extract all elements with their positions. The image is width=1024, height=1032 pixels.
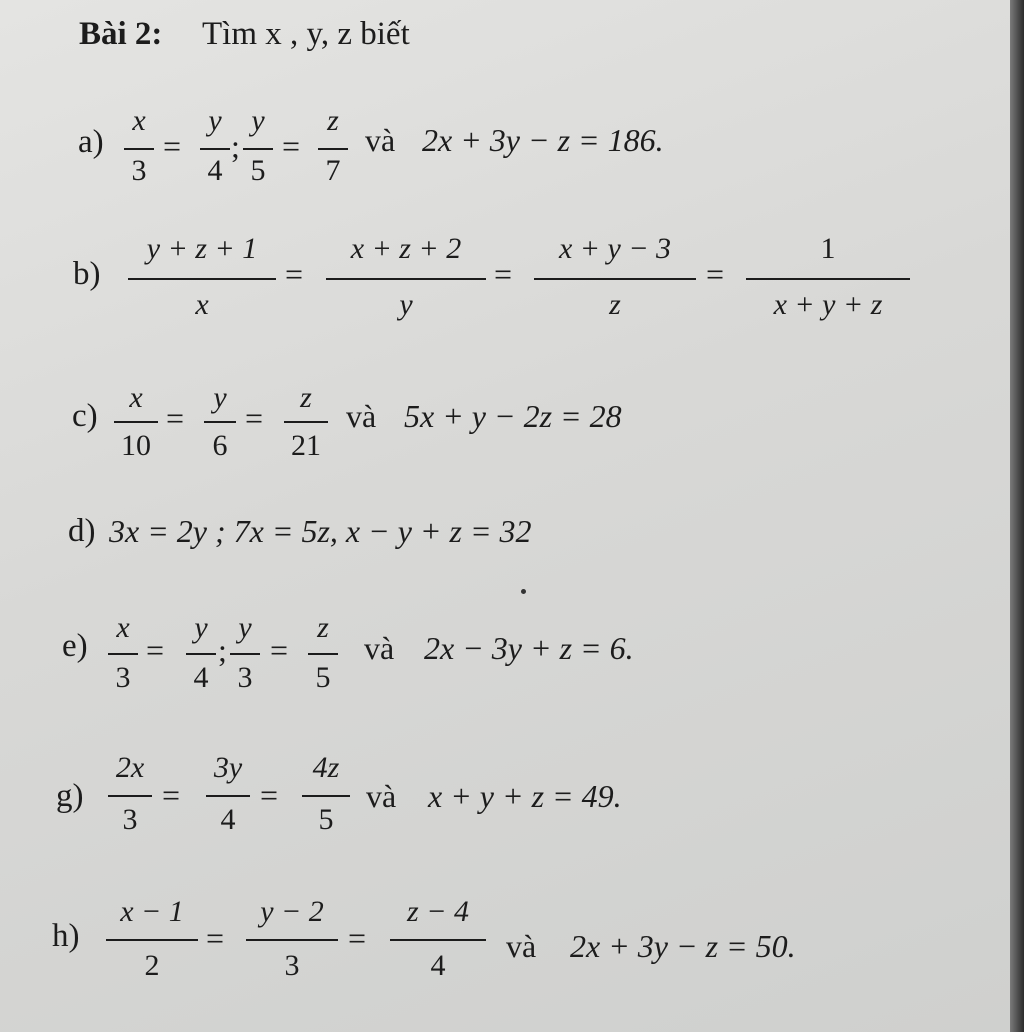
numerator: y − 2 bbox=[260, 895, 324, 928]
fraction bbox=[390, 897, 486, 989]
denominator: y bbox=[399, 288, 413, 321]
denominator: 5 bbox=[318, 803, 334, 836]
numerator: x + y − 3 bbox=[558, 232, 672, 265]
denominator: 4 bbox=[207, 154, 223, 187]
problem-d-label: d) bbox=[68, 513, 96, 549]
semicolon: ; bbox=[218, 632, 227, 668]
denominator: 3 bbox=[284, 949, 300, 982]
connector-text: và bbox=[506, 928, 537, 964]
fraction bbox=[204, 383, 236, 465]
fraction-bar bbox=[284, 421, 328, 423]
problem-e-label: e) bbox=[62, 628, 88, 664]
denominator: 4 bbox=[193, 661, 209, 694]
semicolon: ; bbox=[231, 128, 240, 164]
fraction bbox=[206, 753, 250, 843]
denominator: 3 bbox=[237, 661, 253, 694]
fraction-bar bbox=[108, 795, 152, 797]
equals-sign: = bbox=[162, 777, 181, 813]
equals-sign: = bbox=[163, 128, 182, 164]
numerator: y bbox=[194, 611, 208, 644]
fraction-bar bbox=[200, 148, 230, 150]
fraction-bar bbox=[326, 278, 486, 280]
ink-dot bbox=[521, 589, 526, 594]
denominator: 21 bbox=[291, 429, 321, 462]
numerator: x bbox=[116, 611, 130, 644]
condition-equation: 5x + y − 2z = 28 bbox=[404, 398, 622, 434]
fraction bbox=[746, 234, 910, 326]
condition-equation: 2x + 3y − z = 50. bbox=[570, 928, 796, 964]
problem-g-label: g) bbox=[56, 778, 84, 814]
numerator: 4z bbox=[312, 751, 340, 784]
fraction-bar bbox=[106, 939, 198, 941]
denominator: 10 bbox=[121, 429, 151, 462]
fraction-bar bbox=[206, 795, 250, 797]
denominator: 7 bbox=[325, 154, 341, 187]
equals-sign: = bbox=[245, 400, 264, 436]
connector-text: và bbox=[365, 122, 396, 158]
fraction-bar bbox=[243, 148, 273, 150]
numerator: y bbox=[238, 611, 252, 644]
equals-sign: = bbox=[348, 920, 367, 956]
fraction-bar bbox=[186, 653, 216, 655]
numerator: y bbox=[213, 381, 227, 414]
numerator: z − 4 bbox=[407, 895, 469, 928]
fraction-bar bbox=[124, 148, 154, 150]
fraction bbox=[124, 106, 154, 188]
numerator: x + z + 2 bbox=[350, 232, 462, 265]
fraction bbox=[318, 106, 348, 188]
equals-sign: = bbox=[166, 400, 185, 436]
equals-sign: = bbox=[270, 632, 289, 668]
fraction-bar bbox=[534, 278, 696, 280]
fraction-bar bbox=[302, 795, 350, 797]
fraction bbox=[246, 897, 338, 989]
fraction bbox=[230, 613, 260, 695]
equals-sign: = bbox=[706, 256, 725, 292]
condition-equation: 2x − 3y + z = 6. bbox=[424, 630, 634, 666]
numerator: z bbox=[327, 104, 339, 137]
denominator: x + y + z bbox=[773, 288, 883, 321]
fraction-bar bbox=[318, 148, 348, 150]
denominator: 2 bbox=[144, 949, 160, 982]
fraction bbox=[534, 234, 696, 326]
fraction-bar bbox=[114, 421, 158, 423]
fraction-bar bbox=[230, 653, 260, 655]
fraction bbox=[243, 106, 273, 188]
denominator: 3 bbox=[131, 154, 147, 187]
denominator: 3 bbox=[115, 661, 131, 694]
paper-shadow-edge bbox=[1010, 0, 1024, 1032]
problem-b-label: b) bbox=[73, 256, 101, 292]
denominator: z bbox=[609, 288, 621, 321]
equals-sign: = bbox=[206, 920, 225, 956]
problem-h-label: h) bbox=[52, 918, 80, 954]
fraction-bar bbox=[246, 939, 338, 941]
numerator: x bbox=[129, 381, 143, 414]
condition-equation: x + y + z = 49. bbox=[428, 778, 622, 814]
numerator: 1 bbox=[820, 232, 836, 265]
connector-text: và bbox=[366, 778, 397, 814]
numerator: 3y bbox=[213, 751, 243, 784]
fraction bbox=[108, 753, 152, 843]
fraction bbox=[200, 106, 230, 188]
fraction-bar bbox=[204, 421, 236, 423]
fraction bbox=[284, 383, 328, 465]
numerator: y + z + 1 bbox=[146, 232, 258, 265]
denominator: x bbox=[195, 288, 209, 321]
denominator: 5 bbox=[315, 661, 331, 694]
fraction bbox=[326, 234, 486, 326]
fraction bbox=[302, 753, 350, 843]
numerator: z bbox=[300, 381, 312, 414]
denominator: 3 bbox=[122, 803, 138, 836]
exercise-instruction: Tìm x , y, z biết bbox=[202, 16, 410, 52]
fraction-bar bbox=[390, 939, 486, 941]
problem-a-label: a) bbox=[78, 124, 104, 160]
fraction bbox=[308, 613, 338, 695]
fraction bbox=[108, 613, 138, 695]
equals-sign: = bbox=[260, 777, 279, 813]
fraction bbox=[128, 234, 276, 326]
fraction bbox=[106, 897, 198, 989]
equals-sign: = bbox=[285, 256, 304, 292]
fraction-bar bbox=[746, 278, 910, 280]
numerator: z bbox=[317, 611, 329, 644]
numerator: y bbox=[251, 104, 265, 137]
fraction-bar bbox=[308, 653, 338, 655]
numerator: x bbox=[132, 104, 146, 137]
fraction bbox=[114, 383, 158, 465]
fraction bbox=[186, 613, 216, 695]
numerator: y bbox=[208, 104, 222, 137]
problem-c-label: c) bbox=[72, 398, 98, 434]
connector-text: và bbox=[364, 630, 395, 666]
denominator: 5 bbox=[250, 154, 266, 187]
condition-equation: 3x = 2y ; 7x = 5z, x − y + z = 32 bbox=[109, 513, 532, 549]
exercise-label: Bài 2: bbox=[79, 16, 163, 52]
equals-sign: = bbox=[494, 256, 513, 292]
denominator: 4 bbox=[430, 949, 446, 982]
equals-sign: = bbox=[146, 632, 165, 668]
connector-text: và bbox=[346, 398, 377, 434]
numerator: 2x bbox=[115, 751, 145, 784]
numerator: x − 1 bbox=[120, 895, 184, 928]
denominator: 6 bbox=[212, 429, 228, 462]
denominator: 4 bbox=[220, 803, 236, 836]
fraction-bar bbox=[128, 278, 276, 280]
fraction-bar bbox=[108, 653, 138, 655]
equals-sign: = bbox=[282, 128, 301, 164]
condition-equation: 2x + 3y − z = 186. bbox=[422, 122, 664, 158]
